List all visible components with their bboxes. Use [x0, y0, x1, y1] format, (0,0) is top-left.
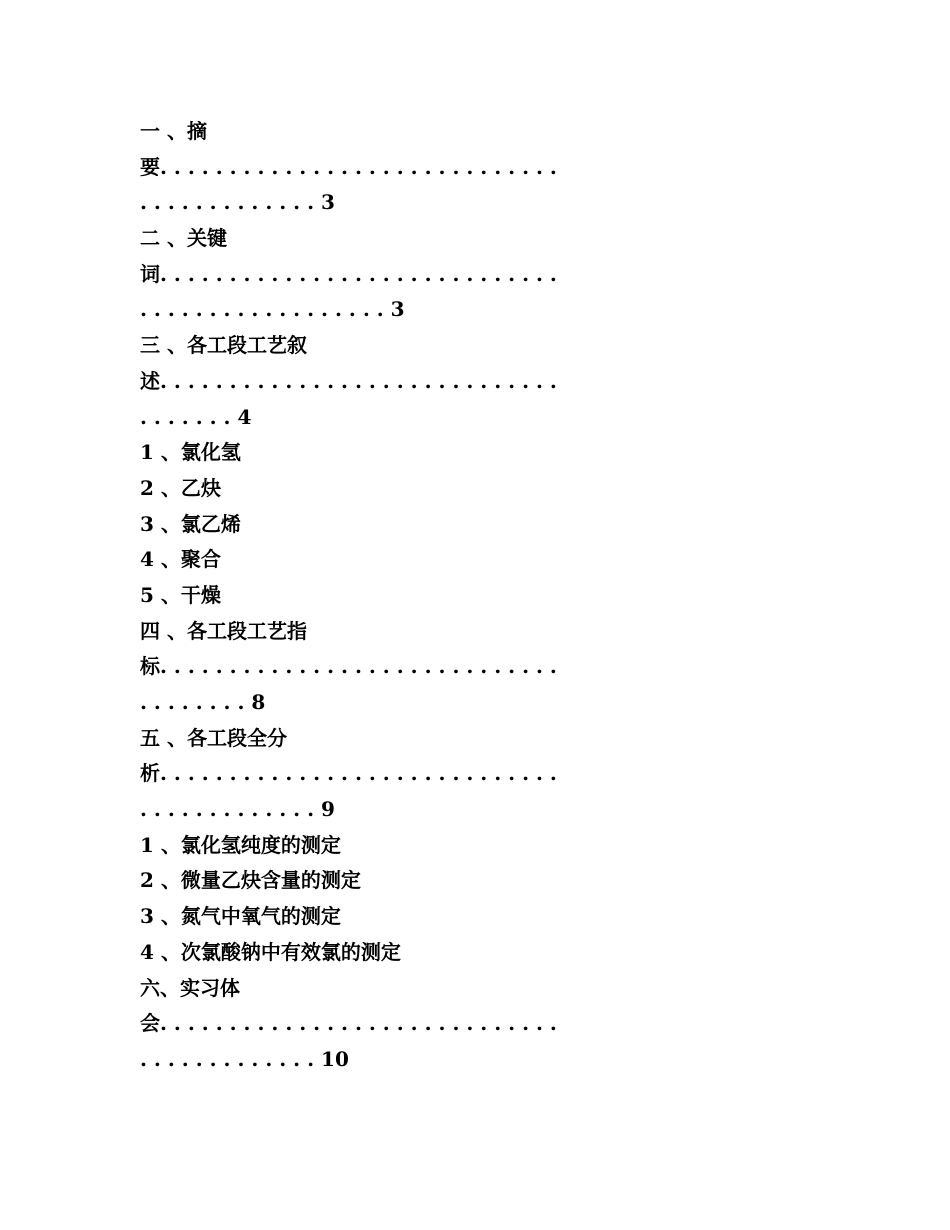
table-of-contents [140, 114, 800, 1078]
toc-subitem: 4 、聚合 [140, 547, 221, 572]
toc-heading-analysis: 五 、各工段全分 [140, 725, 287, 750]
toc-subitem: 4 、次氯酸钠中有效氯的测定 [140, 939, 401, 964]
toc-subitem: 1 、氯化氢 [140, 440, 241, 465]
toc-heading-keywords: 二 、关键 [140, 226, 227, 251]
toc-leader-line: 述. . . . . . . . . . . . . . . . . . . . . . . . . . . . . [140, 368, 557, 393]
toc-subitem: 5 、干燥 [140, 582, 221, 607]
toc-subitem: 2 、微量乙炔含量的测定 [140, 868, 361, 893]
toc-leader-page: . . . . . . . . . . . . . 3 [140, 190, 335, 215]
toc-heading-abstract: 一 、摘 [140, 119, 207, 143]
toc-leader-page: . . . . . . . . . . . . . . . . . . 3 [140, 297, 405, 322]
toc-subitem: 1 、氯化氢纯度的测定 [140, 832, 341, 857]
toc-leader-line: 要. . . . . . . . . . . . . . . . . . . . . . . . . . . . . [140, 154, 557, 179]
toc-leader-page: . . . . . . . 4 [140, 404, 252, 429]
toc-heading-experience: 六、实习体 [140, 975, 240, 1000]
toc-leader-line: 析. . . . . . . . . . . . . . . . . . . . . . . . . . . . . [140, 761, 557, 786]
toc-leader-page: . . . . . . . . 8 [140, 690, 266, 714]
toc-leader-page: . . . . . . . . . . . . . 10 [140, 1046, 349, 1071]
toc-subitem: 3 、氯乙烯 [140, 511, 241, 536]
toc-heading-indicators: 四 、各工段工艺指 [140, 618, 307, 643]
toc-subitem: 3 、氮气中氧气的测定 [140, 904, 341, 929]
toc-leader-page: . . . . . . . . . . . . . 9 [140, 797, 335, 822]
toc-heading-process: 三 、各工段工艺叙 [140, 333, 307, 358]
toc-leader-line: 会. . . . . . . . . . . . . . . . . . . . . . . . . . . . . [140, 1011, 557, 1036]
toc-leader-line: 词. . . . . . . . . . . . . . . . . . . . . . . . . . . . . [140, 261, 557, 286]
toc-subitem: 2 、乙炔 [140, 475, 221, 500]
toc-leader-line: 标. . . . . . . . . . . . . . . . . . . . . . . . . . . . . [140, 654, 557, 679]
